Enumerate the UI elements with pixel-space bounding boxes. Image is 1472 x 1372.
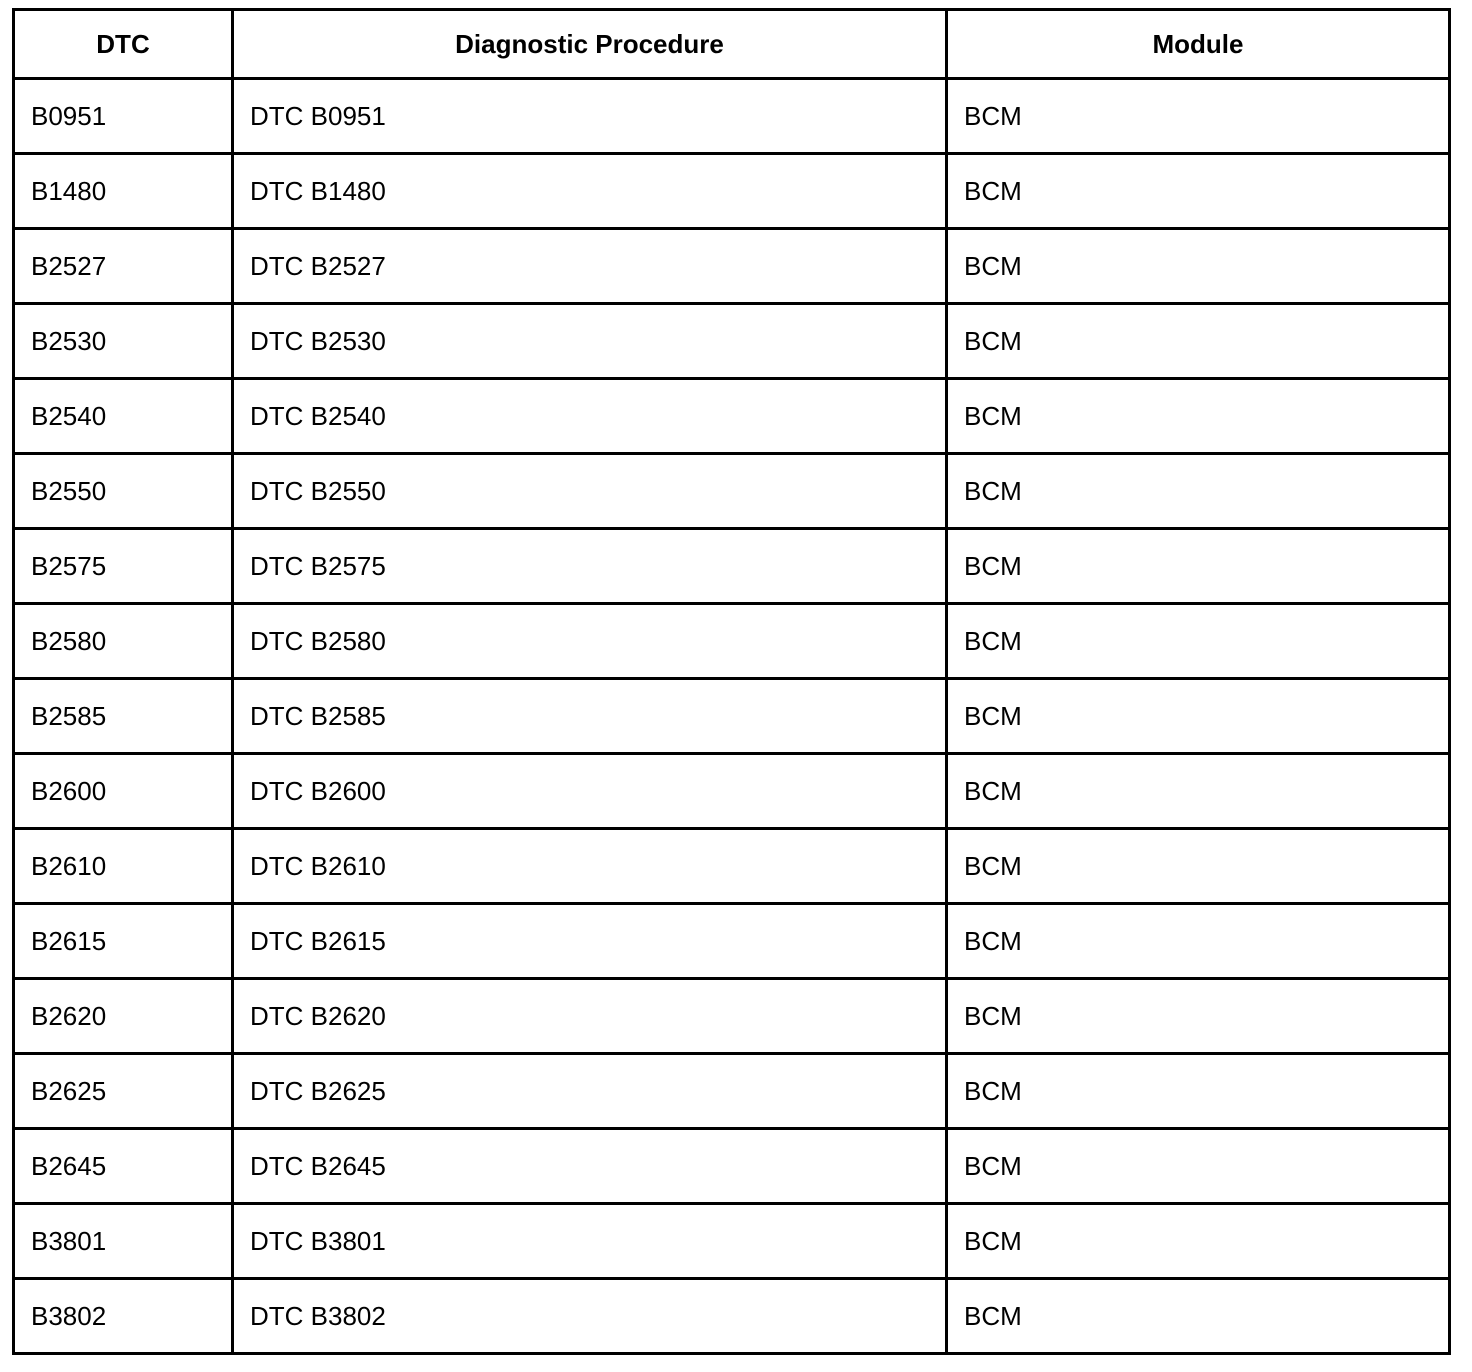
table-row xyxy=(14,379,1450,454)
header-module: Module xyxy=(947,10,1450,79)
module-cell: BCM xyxy=(947,979,1450,1054)
diagnostic-procedure-cell: DTC B2550 xyxy=(233,454,947,529)
dtc-code-cell: B2540 xyxy=(14,379,233,454)
diagnostic-procedure-cell: DTC B2530 xyxy=(233,304,947,379)
diagnostic-procedure-cell: DTC B2600 xyxy=(233,754,947,829)
dtc-code-cell: B0951 xyxy=(14,79,233,154)
table-row xyxy=(14,979,1450,1054)
dtc-code-cell: B2585 xyxy=(14,679,233,754)
module-cell: BCM xyxy=(947,1279,1450,1354)
header-row xyxy=(14,10,1450,79)
dtc-code-cell: B2645 xyxy=(14,1129,233,1204)
dtc-code-cell: B2530 xyxy=(14,304,233,379)
table-header xyxy=(14,10,1450,79)
dtc-code-cell: B2600 xyxy=(14,754,233,829)
dtc-code-cell: B2550 xyxy=(14,454,233,529)
table-row xyxy=(14,754,1450,829)
table-row xyxy=(14,1054,1450,1129)
table-row xyxy=(14,79,1450,154)
diagnostic-procedure-cell: DTC B2527 xyxy=(233,229,947,304)
module-cell: BCM xyxy=(947,604,1450,679)
table-row xyxy=(14,154,1450,229)
table-row xyxy=(14,1279,1450,1354)
table-row xyxy=(14,829,1450,904)
module-cell: BCM xyxy=(947,379,1450,454)
header-diagnostic-procedure: Diagnostic Procedure xyxy=(233,10,947,79)
table-row xyxy=(14,304,1450,379)
dtc-code-cell: B3802 xyxy=(14,1279,233,1354)
module-cell: BCM xyxy=(947,304,1450,379)
dtc-code-cell: B2620 xyxy=(14,979,233,1054)
dtc-code-cell: B1480 xyxy=(14,154,233,229)
module-cell: BCM xyxy=(947,904,1450,979)
dtc-table xyxy=(12,8,1451,1355)
dtc-code-cell: B3801 xyxy=(14,1204,233,1279)
dtc-code-cell: B2527 xyxy=(14,229,233,304)
diagnostic-procedure-cell: DTC B3801 xyxy=(233,1204,947,1279)
diagnostic-procedure-cell: DTC B1480 xyxy=(233,154,947,229)
diagnostic-procedure-cell: DTC B2645 xyxy=(233,1129,947,1204)
module-cell: BCM xyxy=(947,1204,1450,1279)
table-row xyxy=(14,1204,1450,1279)
diagnostic-procedure-cell: DTC B2580 xyxy=(233,604,947,679)
dtc-code-cell: B2580 xyxy=(14,604,233,679)
table-row xyxy=(14,904,1450,979)
diagnostic-procedure-cell: DTC B2575 xyxy=(233,529,947,604)
table-body xyxy=(14,79,1450,1354)
module-cell: BCM xyxy=(947,454,1450,529)
module-cell: BCM xyxy=(947,679,1450,754)
dtc-code-cell: B2575 xyxy=(14,529,233,604)
module-cell: BCM xyxy=(947,154,1450,229)
module-cell: BCM xyxy=(947,229,1450,304)
table-row xyxy=(14,229,1450,304)
module-cell: BCM xyxy=(947,1129,1450,1204)
dtc-code-cell: B2625 xyxy=(14,1054,233,1129)
module-cell: BCM xyxy=(947,829,1450,904)
diagnostic-procedure-cell: DTC B3802 xyxy=(233,1279,947,1354)
module-cell: BCM xyxy=(947,1054,1450,1129)
table-row xyxy=(14,454,1450,529)
diagnostic-procedure-cell: DTC B2610 xyxy=(233,829,947,904)
table-row xyxy=(14,529,1450,604)
dtc-code-cell: B2615 xyxy=(14,904,233,979)
table-row xyxy=(14,679,1450,754)
header-dtc: DTC xyxy=(14,10,233,79)
diagnostic-procedure-cell: DTC B2615 xyxy=(233,904,947,979)
table-row xyxy=(14,1129,1450,1204)
table-row xyxy=(14,604,1450,679)
module-cell: BCM xyxy=(947,529,1450,604)
diagnostic-procedure-cell: DTC B2540 xyxy=(233,379,947,454)
module-cell: BCM xyxy=(947,754,1450,829)
diagnostic-procedure-cell: DTC B0951 xyxy=(233,79,947,154)
diagnostic-procedure-cell: DTC B2625 xyxy=(233,1054,947,1129)
dtc-code-cell: B2610 xyxy=(14,829,233,904)
diagnostic-procedure-cell: DTC B2585 xyxy=(233,679,947,754)
module-cell: BCM xyxy=(947,79,1450,154)
diagnostic-procedure-cell: DTC B2620 xyxy=(233,979,947,1054)
